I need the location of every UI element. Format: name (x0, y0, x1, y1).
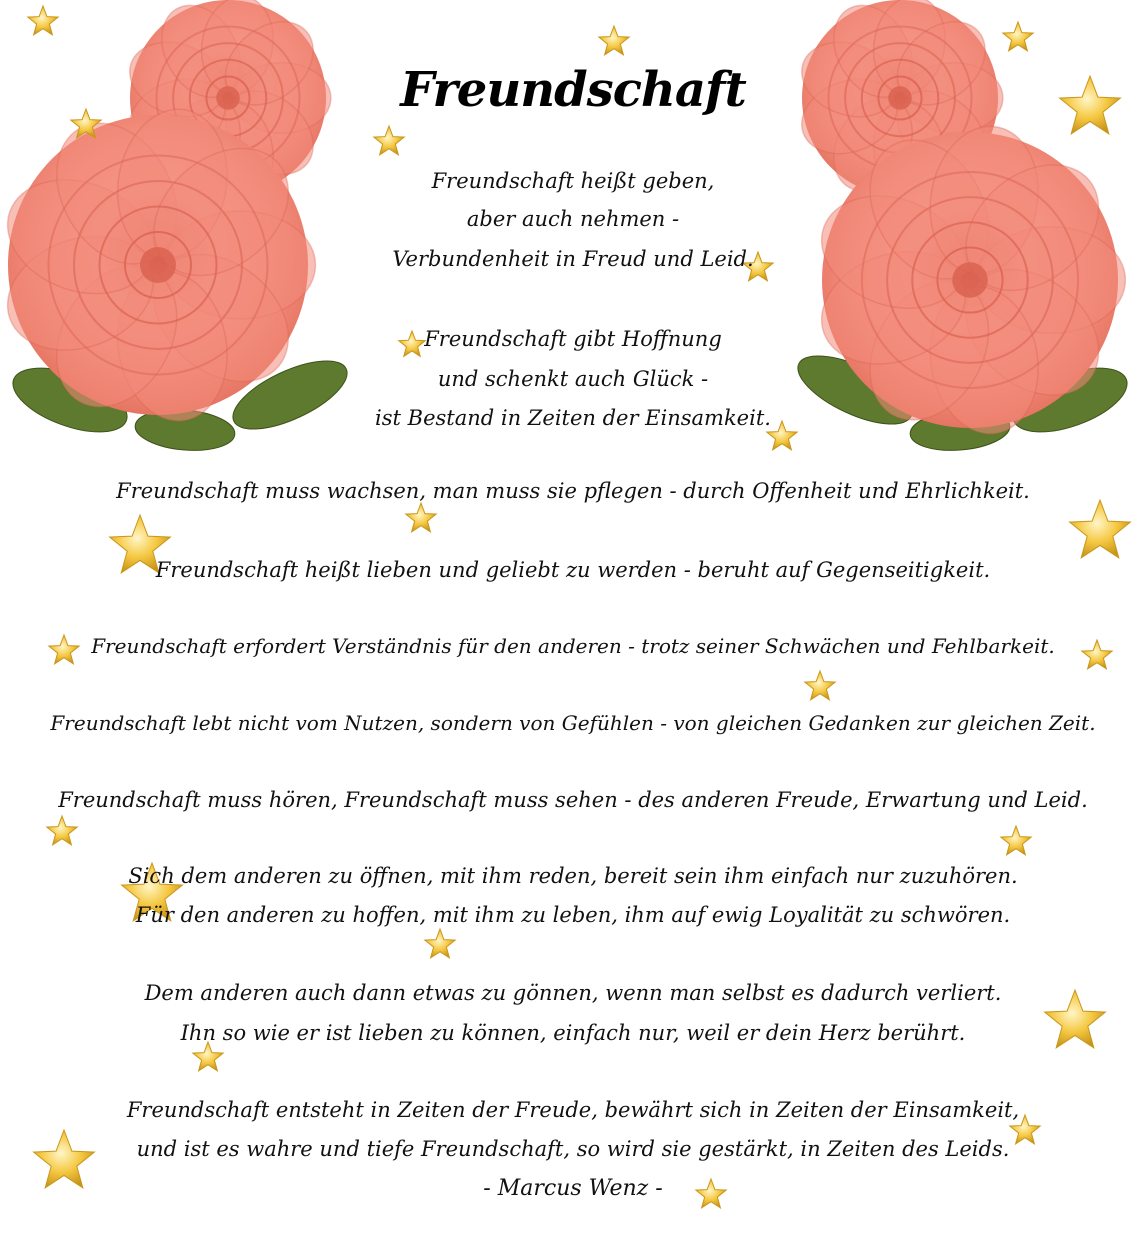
star-icon (1070, 500, 1131, 558)
star-icon (599, 26, 629, 55)
star-icon (425, 929, 455, 958)
poem-line: Freundschaft muss hören, Freundschaft muss sehen - des anderen Freude, Erwartung und Leid. (58, 788, 1088, 812)
star-icon (47, 816, 77, 845)
star-icon (1003, 22, 1033, 51)
poem-line: Sich dem anderen zu öffnen, mit ihm reden, bereit sein ihm einfach nur zuzuhören. (128, 864, 1018, 888)
poem-line: aber auch nehmen - (466, 207, 680, 231)
star-icon (1001, 826, 1031, 855)
poem-title: Freundschaft (400, 62, 746, 118)
poem-line: Verbundenheit in Freud und Leid. (392, 247, 754, 271)
poem-line: und ist es wahre und tiefe Freundschaft, so wird sie gestärkt, in Zeiten des Leids. (136, 1137, 1010, 1161)
poem-line: Dem anderen auch dann etwas zu gönnen, wenn man selbst es dadurch verliert. (144, 981, 1002, 1005)
star-icon (374, 126, 404, 155)
poem-line: Ihn so wie er ist lieben zu können, einfach nur, weil er dein Herz berührt. (180, 1021, 966, 1045)
star-icon (406, 503, 436, 532)
poem-line: und schenkt auch Glück - (437, 367, 709, 391)
poem-line: Freundschaft heißt lieben und geliebt zu werden - beruht auf Gegenseitigkeit. (155, 558, 991, 582)
poem-line: ist Bestand in Zeiten der Einsamkeit. (375, 406, 771, 430)
poem-line: Freundschaft muss wachsen, man muss sie pflegen - durch Offenheit und Ehrlichkeit. (116, 479, 1030, 503)
poem-line: Freundschaft gibt Hoffnung (424, 327, 722, 351)
poem-line: Freundschaft erfordert Verständnis für den anderen - trotz seiner Schwächen und Fehlbarkeit. (91, 634, 1055, 658)
poem-line: Freundschaft entsteht in Zeiten der Freude, bewährt sich in Zeiten der Einsamkeit, (126, 1098, 1020, 1122)
star-icon (805, 671, 835, 700)
poem-line: Freundschaft heißt geben, (431, 169, 715, 193)
poem-line: Freundschaft lebt nicht vom Nutzen, sondern von Gefühlen - von gleichen Gedanken zur gleichen Zeit. (50, 711, 1096, 735)
star-icon (193, 1042, 223, 1071)
star-icon (28, 6, 58, 35)
poem-author: - Marcus Wenz - (483, 1176, 663, 1201)
poem-line: Für den anderen zu hoffen, mit ihm zu leben, ihm auf ewig Loyalität zu schwören. (135, 903, 1011, 927)
